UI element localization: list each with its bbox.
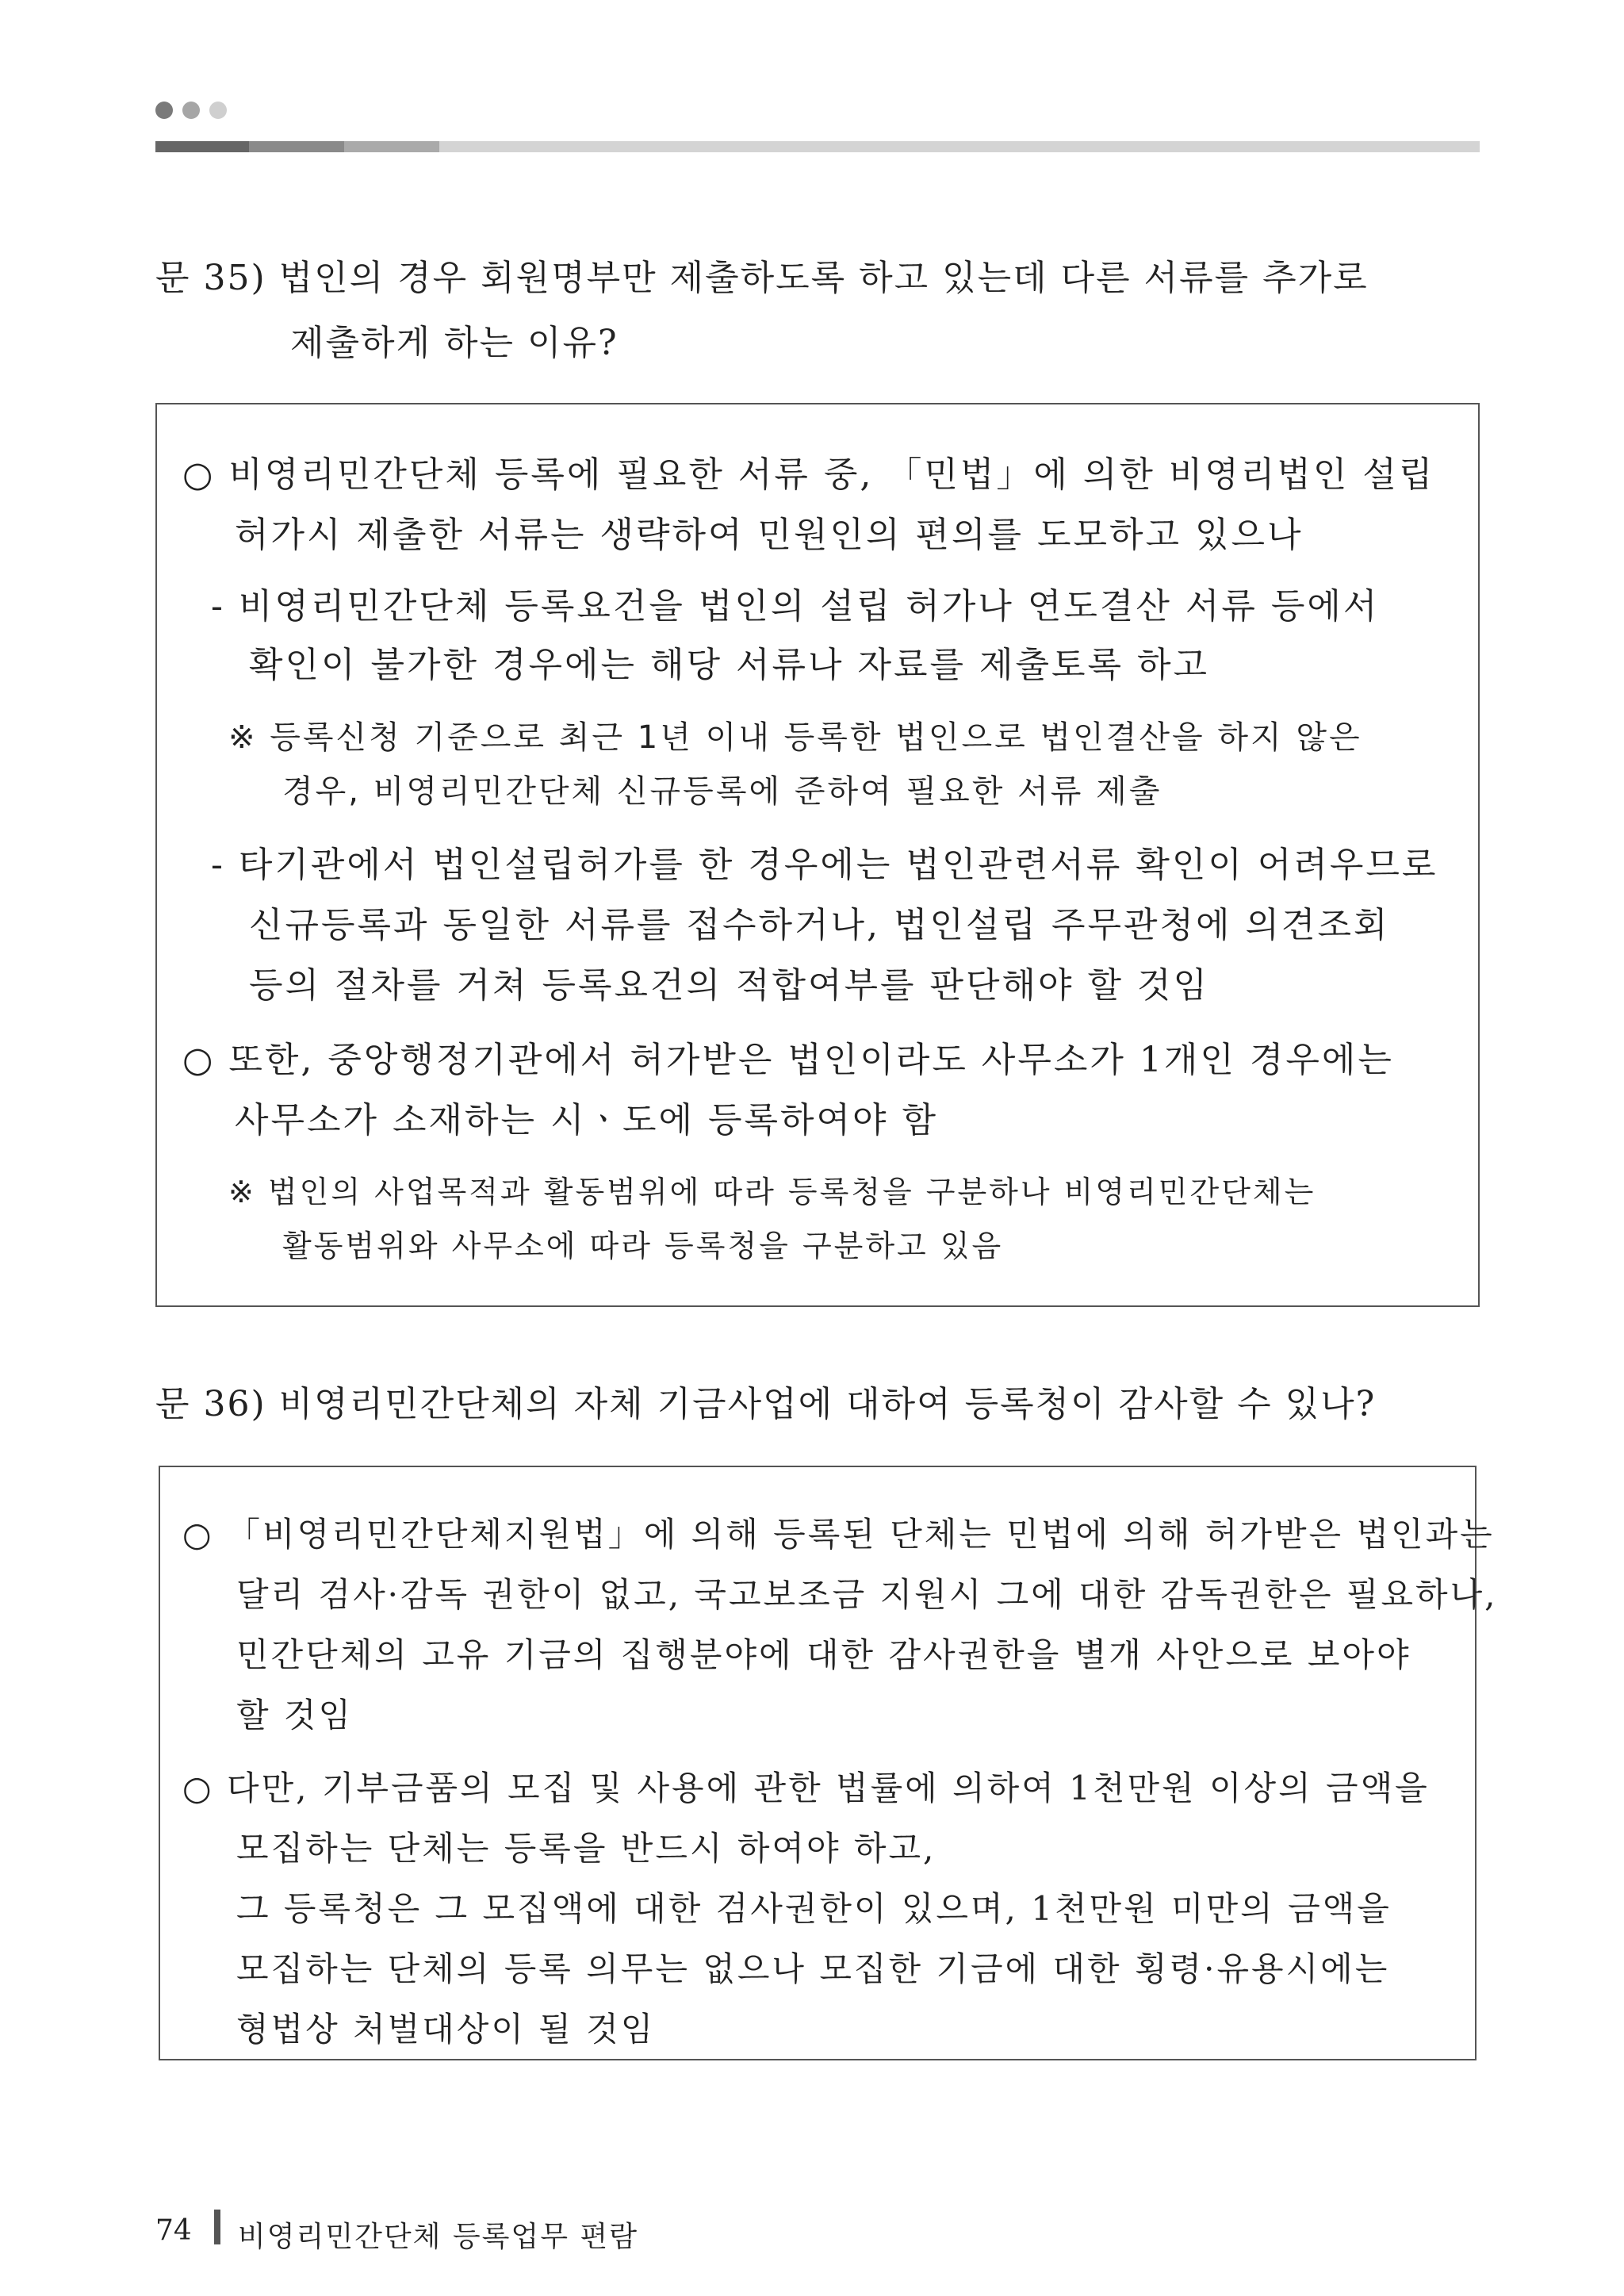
q35-line-11: 사무소가 소재하는 시ㆍ도에 등록하여야 함 [235,1100,939,1140]
q35-line-1: ○ 비영리민간단체 등록에 필요한 서류 중, 「민법」에 의한 비영리법인 설립 [182,454,1435,495]
q35-question-line2: 제출하게 하는 이유? [290,323,619,363]
q35-line-2: 허가시 제출한 서류는 생략하여 민원인의 편의를 도모하고 있으나 [235,515,1304,555]
q36-line-7: 그 등록청은 그 모집액에 대한 검사권한이 있으며, 1천만원 미만의 금액을 [236,1889,1392,1928]
q36-line-2: 달리 검사·감독 권한이 없고, 국고보조금 지원시 그에 대한 감독권한은 필요하나, [236,1575,1498,1614]
q35-line-7: - 타기관에서 법인설립허가를 한 경우에는 법인관련서류 확인이 어려우므로 [211,845,1438,885]
q36-line-5: ○ 다만, 기부금품의 모집 및 사용에 관한 법률에 의하여 1천만원 이상의 금액을 [182,1769,1430,1807]
q36-line-8: 모집하는 단체의 등록 의무는 없으나 모집한 기금에 대한 횡령·유용시에는 [236,1949,1390,1988]
q35-line-5: ※ 등록신청 기준으로 최근 1년 이내 등록한 법인으로 법인결산을 하지 않은 [228,719,1362,756]
q35-answer-box [155,403,1480,1307]
q36-line-4: 할 것임 [236,1696,354,1734]
q35-line-4: 확인이 불가한 경우에는 해당 서류나 자료를 제출토록 하고 [249,645,1209,685]
q35-line-9: 등의 절차를 거쳐 등록요건의 적합여부를 판단해야 할 것임 [249,965,1209,1006]
q35-line-13: 활동범위와 사무소에 따라 등록청을 구분하고 있음 [282,1228,1004,1263]
q36-question [155,1372,1376,1437]
page-number: 74 [155,2214,192,2247]
q36-line-3: 민간단체의 고유 기금의 집행분야에 대한 감사권한을 별개 사안으로 보아야 [236,1635,1411,1674]
header-bar [155,141,1480,152]
q35-question-line1: 문 35) 법인의 경우 회원명부만 제출하도록 하고 있는데 다른 서류를 추가로 [155,258,1369,298]
header-bar-seg-1 [155,141,249,152]
header-dot-2 [182,102,200,119]
q36-answer-box [159,1466,1498,2060]
q36-line-1: ○ 「비영리민간단체지원법」에 의해 등록된 단체는 민법에 의해 허가받은 법인과는 [182,1515,1495,1554]
q35-line-12: ※ 법인의 사업목적과 활동범위에 따라 등록청을 구분하나 비영리민간단체는 [228,1175,1316,1209]
q35-question [155,246,1369,376]
header-bar-seg-2 [249,141,344,152]
q36-question-line: 문 36) 비영리민간단체의 자체 기금사업에 대하여 등록청이 감사할 수 있나? [155,1384,1377,1424]
q35-line-6: 경우, 비영리민간단체 신규등록에 준하여 필요한 서류 제출 [282,773,1162,810]
q36-line-6: 모집하는 단체는 등록을 반드시 하여야 하고, [236,1829,936,1868]
header-dot-1 [155,102,173,119]
header-dot-3 [209,102,227,119]
q35-line-8: 신규등록과 동일한 서류를 접수하거나, 법인설립 주무관청에 의견조회 [249,905,1390,945]
footer-title: 비영리민간단체 등록업무 편람 [238,2221,638,2253]
footer-divider [214,2210,220,2244]
q35-line-3: - 비영리민간단체 등록요건을 법인의 설립 허가나 연도결산 서류 등에서 [211,586,1380,627]
q36-line-9: 형법상 처벌대상이 될 것임 [236,2010,656,2049]
header-bar-seg-3 [344,141,439,152]
q35-line-10: ○ 또한, 중앙행정기관에서 허가받은 법인이라도 사무소가 1개인 경우에는 [182,1040,1394,1080]
